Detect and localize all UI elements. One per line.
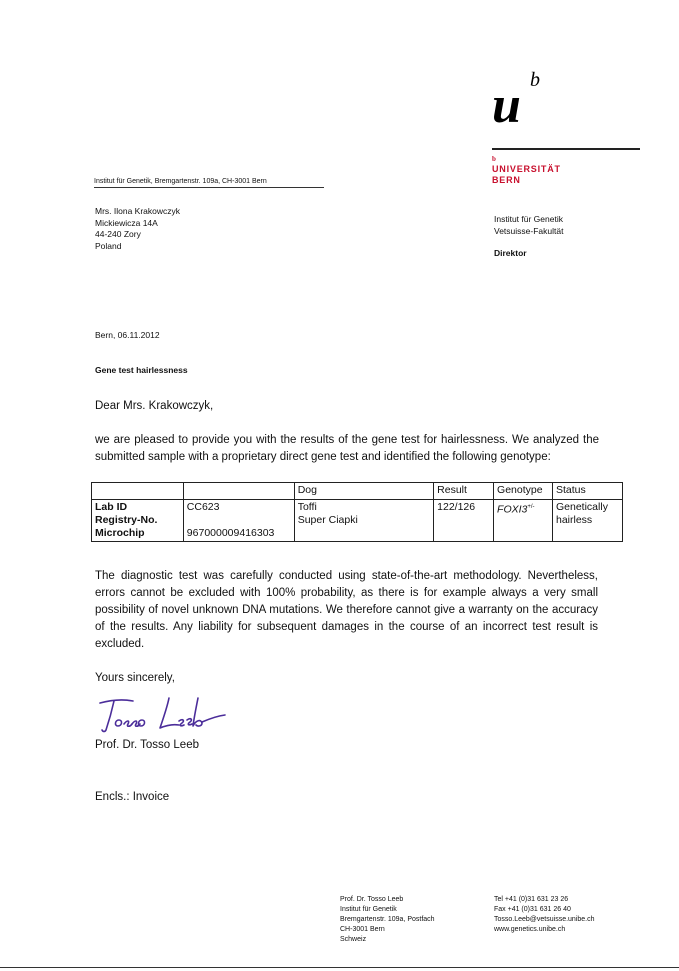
bottom-rule bbox=[0, 967, 679, 968]
recipient-address bbox=[95, 206, 180, 252]
header-status: Status bbox=[553, 483, 623, 500]
microchip-value: 967000009416303 bbox=[186, 527, 275, 539]
closing: Yours sincerely, bbox=[95, 672, 175, 684]
institute-block bbox=[494, 214, 563, 260]
letter-date: Bern, 06.11.2012 bbox=[95, 330, 160, 340]
header-dog: Dog bbox=[294, 483, 433, 500]
letter-subject: Gene test hairlessness bbox=[95, 365, 188, 375]
recipient-city: 44-240 Zory bbox=[95, 229, 141, 239]
logo-divider bbox=[492, 148, 640, 150]
intro-paragraph: we are pleased to provide you with the results of the gene test for hairlessness. We analyzed the submitted sample with a proprietary direct gene test and identified the following genotype: bbox=[95, 434, 599, 463]
university-name bbox=[492, 164, 561, 186]
footer-website[interactable]: www.genetics.unibe.ch bbox=[494, 926, 566, 933]
recipient-name: Mrs. Ilona Krakowczyk bbox=[95, 206, 181, 216]
label-lab-id: Lab ID bbox=[95, 501, 128, 513]
footer-country: Schweiz bbox=[340, 936, 367, 943]
label-microchip: Microchip bbox=[95, 527, 145, 539]
recipient-country: Poland bbox=[95, 240, 122, 251]
result-value: 122/126 bbox=[434, 500, 494, 542]
header-result: Result bbox=[434, 483, 494, 500]
footer-address bbox=[340, 895, 435, 945]
genotype-table bbox=[91, 482, 623, 542]
footer-fax: Fax +41 (0)31 631 26 40 bbox=[494, 906, 571, 913]
recipient-street: Mickiewicza 14A bbox=[95, 217, 158, 228]
footer-email[interactable]: Tosso.Leeb@vetsuisse.unibe.ch bbox=[494, 916, 595, 923]
university-name-line1: UNIVERSITÄT bbox=[492, 164, 561, 174]
label-registry: Registry-No. bbox=[95, 514, 158, 526]
genotype-gene: FOXI3 bbox=[497, 503, 528, 516]
enclosure: Encls.: Invoice bbox=[95, 791, 170, 803]
row-ids bbox=[183, 500, 294, 542]
dog-registered-name: Super Ciapki bbox=[297, 514, 358, 526]
header-empty-2 bbox=[183, 483, 294, 500]
handwritten-signature bbox=[97, 694, 227, 738]
table-header-row bbox=[92, 483, 623, 500]
dog-cell bbox=[294, 500, 433, 542]
genotype-alleles: +/- bbox=[527, 504, 535, 510]
university-name-line2: BERN bbox=[492, 175, 521, 185]
institute-role: Direktor bbox=[494, 248, 527, 258]
footer-contact bbox=[494, 895, 595, 935]
signer-name: Prof. Dr. Tosso Leeb bbox=[95, 739, 199, 751]
dog-name: Toffi bbox=[297, 501, 317, 513]
logo-u: u bbox=[492, 77, 521, 134]
institute-name: Institut für Genetik bbox=[494, 214, 563, 224]
header-empty-1 bbox=[92, 483, 184, 500]
footer-name: Prof. Dr. Tosso Leeb bbox=[340, 896, 404, 903]
footer-phone: Tel +41 (0)31 631 23 26 bbox=[494, 896, 569, 903]
faculty-name: Vetsuisse-Fakultät bbox=[494, 225, 564, 236]
row-labels bbox=[92, 500, 184, 542]
status-value: Genetically hairless bbox=[553, 500, 623, 542]
table-row bbox=[92, 500, 623, 542]
logo-small-b: b bbox=[492, 155, 496, 163]
logo-b-superscript: b bbox=[530, 69, 540, 91]
footer-street: Bremgartenstr. 109a, Postfach bbox=[340, 916, 435, 923]
genotype-cell bbox=[494, 500, 553, 542]
footer-institute: Institut für Genetik bbox=[340, 906, 397, 913]
salutation: Dear Mrs. Krakowczyk, bbox=[95, 400, 214, 412]
header-genotype: Genotype bbox=[494, 483, 553, 500]
footer-city: CH-3001 Bern bbox=[340, 926, 385, 933]
sender-line: Institut für Genetik, Bremgartenstr. 109a, CH-3001 Bern bbox=[94, 178, 324, 188]
disclaimer-paragraph: The diagnostic test was carefully conducted using state-of-the-art methodology. Nevertheless, errors cannot be excluded with 100% probability, as there is for example always a very small possibility of novel unknown DNA mutations. We therefore cannot give a warranty on the accuracy of the results. Any liability for subsequent damages in the course of an incorrect test result is excluded. bbox=[95, 570, 598, 650]
lab-id-value: CC623 bbox=[186, 501, 220, 513]
